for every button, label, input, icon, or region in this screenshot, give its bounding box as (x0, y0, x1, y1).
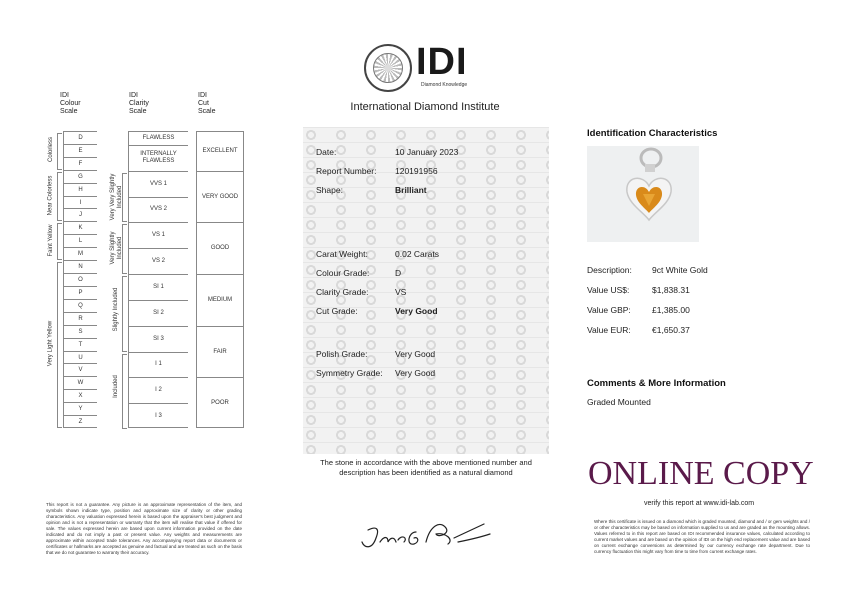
cut-grade-cell: MEDIUM (197, 274, 243, 326)
colour-grade-cell: R (64, 312, 97, 325)
colour-grade-cell: W (64, 376, 97, 389)
date-value: 10 January 2023 (395, 147, 459, 157)
clarity-group-bracket (122, 276, 127, 351)
online-copy-stamp: ONLINE COPY (588, 455, 814, 492)
cut-scale (196, 131, 244, 428)
description-value: 9ct White Gold (652, 265, 708, 275)
colour-group-label: Very Light Yellow (47, 320, 54, 367)
clarity-grade-label: Clarity Grade: (316, 287, 369, 297)
colour-grade-cell: V (64, 363, 97, 376)
clarity-grade-cell: SI 3 (129, 326, 188, 352)
colour-scale-title: IDI Colour Scale (60, 92, 81, 115)
clarity-grade-cell: I 2 (129, 377, 188, 403)
clarity-grade-cell: SI 2 (129, 300, 188, 326)
cut-grade-label: Cut Grade: (316, 306, 358, 316)
clarity-scale (110, 131, 188, 428)
item-photo (587, 146, 699, 242)
cut-grade-cell: EXCELLENT (202, 148, 238, 154)
clarity-grade-cell: I 1 (129, 352, 188, 378)
clarity-grade-cell: VS 1 (129, 222, 188, 248)
comments-text: Graded Mounted (587, 397, 651, 407)
clarity-group-bracket (122, 354, 127, 429)
colour-grade-cell: K (64, 221, 97, 234)
clarity-grade-value: VS (395, 287, 407, 297)
colour-grade-cell: Z (64, 415, 97, 428)
cut-grade-cell: POOR (197, 377, 243, 429)
clarity-grade-cell: VVS 1 (129, 171, 188, 197)
clarity-grade-cell: VVS 2 (129, 197, 188, 223)
colour-grade-cell: O (64, 273, 97, 286)
clarity-grade-cell: VS 2 (129, 248, 188, 274)
shape-label: Shape: (316, 185, 343, 195)
polish-grade-label: Polish Grade: (316, 349, 368, 359)
colour-scale (47, 131, 97, 428)
colour-grade-cell: T (64, 338, 97, 351)
identification-title: Identification Characteristics (587, 128, 718, 139)
colour-grade-cell: X (64, 389, 97, 402)
comments-title: Comments & More Information (587, 378, 726, 389)
colour-grade-cell: D (64, 131, 97, 144)
clarity-group-label: Very Very Slightly Included (110, 173, 124, 220)
verify-link-text: verify this report at www.idi-lab.com (643, 500, 755, 507)
clarity-grade-cell: FLAWLESS (142, 134, 175, 141)
colour-grade-cell: L (64, 234, 97, 247)
description-label: Description: (587, 265, 632, 275)
clarity-group-label: Included (113, 375, 120, 399)
clarity-grade-cell: INTERNALLY FLAWLESS (129, 145, 188, 171)
carat-label: Carat Weight: (316, 249, 368, 259)
disclaimer-left: This report is not a guarantee. Any picture is an approximate representation of the item, and symbols shown indicate type, position and approximate size of clarity or other grading characteristics. Any valuation expressed herein is based upon the appraiser's best judgment and opinion and is not a representation or warranty that the item will realise that value if offered for sale. The values expressed herein are based upon current information provided on the date indicated and do not imply a past or present value. Any weights and measurements are approximate within accepted trade tolerances. Any accompanying report data or documents or certificates or hallmarks are accepted as genuine and factual and are treated as such on the basis that we do not guarantee to warranty their accuracy. (46, 502, 242, 555)
value-eur: €1,650.37 (652, 325, 690, 335)
colour-grade-cell: G (64, 170, 97, 183)
colour-group-bracket (57, 262, 62, 428)
idi-logo (364, 41, 484, 94)
clarity-grade-cell: SI 1 (129, 274, 188, 300)
brand-name: IDI (416, 41, 468, 83)
colour-group-bracket (57, 133, 62, 170)
colour-grade-cell: S (64, 325, 97, 338)
colour-grade-label: Colour Grade: (316, 268, 370, 278)
cut-grade-cell: VERY GOOD (197, 171, 243, 223)
colour-grade-cell: F (64, 157, 97, 170)
colour-grade-cell: P (64, 286, 97, 299)
colour-group-bracket (57, 223, 62, 260)
symmetry-grade-value: Very Good (395, 368, 436, 378)
value-gbp-label: Value GBP: (587, 305, 631, 315)
date-label: Date: (316, 147, 337, 157)
value-usd-label: Value US$: (587, 285, 630, 295)
cut-grade-cell: GOOD (197, 222, 243, 274)
colour-group-label: Faint Yellow (47, 224, 54, 257)
cut-grade-cell: FAIR (197, 326, 243, 378)
colour-group-label: Near Colorless (47, 175, 54, 215)
disclaimer-right: Where this certificate is issued on a diamond which is graded mounted, diamond and / or gem weights and / or other characteristics may be based on information supplied to us and are graded as the mounting allows. Values referred to in this report are based on IDI recommended insurance values, calculated according to current market values and are based on the opinion of IDI on the high end replacement value and are based on current exchange conversions as determined by our currency exchange rate department. Due to currency fluctuation this might vary from time to time from current exchange rates. (594, 519, 810, 554)
colour-grade-cell: Q (64, 299, 97, 312)
report-number-label: Report Number: (316, 166, 377, 176)
colour-grade-cell: N (64, 260, 97, 273)
institute-name: International Diamond Institute (350, 101, 500, 113)
shape-value: Brilliant (395, 185, 427, 195)
brand-tagline: Diamond Knowledge (421, 82, 468, 88)
clarity-group-label: Slightly Included (113, 287, 120, 332)
value-eur-label: Value EUR: (587, 325, 631, 335)
colour-grade-cell: E (64, 144, 97, 157)
clarity-grade-cell: I 3 (129, 403, 188, 429)
value-usd: $1,838.31 (652, 285, 690, 295)
colour-group-label: Colorless (47, 137, 54, 163)
signature (350, 512, 500, 560)
colour-grade-cell: H (64, 183, 97, 196)
colour-grade-cell: J (64, 208, 97, 221)
report-number-value: 120191956 (395, 166, 438, 176)
value-gbp: £1,385.00 (652, 305, 690, 315)
colour-grade-value: D (395, 268, 402, 278)
colour-grade-cell: I (64, 196, 97, 209)
polish-grade-value: Very Good (395, 349, 436, 359)
colour-grade-cell: M (64, 247, 97, 260)
colour-grade-cell: Y (64, 402, 97, 415)
colour-grade-cell: U (64, 351, 97, 364)
symmetry-grade-label: Symmetry Grade: (316, 368, 383, 378)
colour-grade-column (63, 131, 97, 428)
carat-value: 0.02 Carats (395, 249, 439, 259)
diamond-icon (373, 53, 403, 83)
cut-scale-title: IDI Cut Scale (198, 92, 216, 115)
clarity-scale-title: IDI Clarity Scale (129, 92, 149, 115)
heart-pendant-icon (587, 146, 699, 242)
cut-grade-value: Very Good (395, 306, 438, 316)
natural-diamond-statement: The stone in accordance with the above mentioned number and description has been identified as a natural diamond (320, 458, 532, 477)
clarity-group-label: Very Slightly Included (110, 231, 124, 265)
colour-group-bracket (57, 172, 62, 222)
